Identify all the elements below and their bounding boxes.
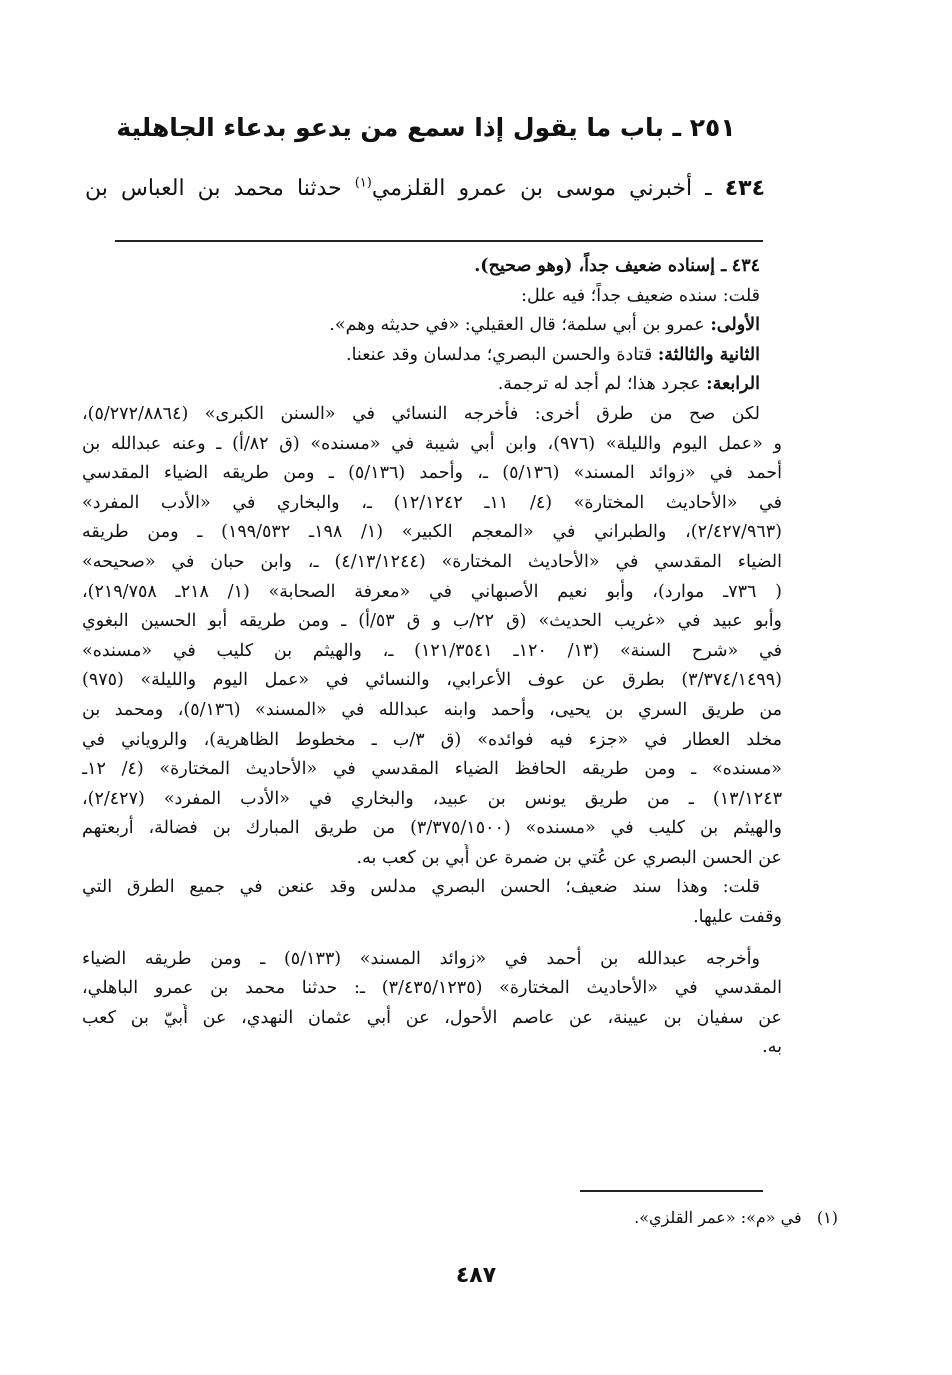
paragraph-line: في «شرح السنة» (١٣/ ١٢٠ـ ١٢١/٣٥٤١) ـ، والهيثم بن كليب في «مسنده» [82, 640, 782, 661]
paragraph-line: المقدسي في «الأحاديث المختارة» (٣/٤٣٥/١٢٣٥) ـ: حدثنا محمد بن عمرو الباهلي، [82, 978, 782, 999]
note-label: الرابعة: [706, 374, 760, 395]
note-line [82, 252, 782, 282]
paragraph-line: عن سفيان بن عيينة، عن عاصم الأحول، عن أبي عثمان النهدي، عن أُبيّ بن كعب [82, 1007, 782, 1028]
page-number: ٤٨٧ [455, 1263, 497, 1288]
paragraph-line: من طريق السري بن يحيى، وأحمد وابنه عبدالله في «المسند» (٥/١٣٦)، ومحمد بن [82, 699, 782, 720]
hadith-text-end: حدثنا محمد بن العباس بن [85, 176, 342, 201]
paragraph-line: به. [762, 1037, 782, 1058]
note-text: عمرو بن أبي سلمة؛ قال العقيلي: «في حديثه وهم». [329, 315, 705, 336]
commentary [82, 252, 782, 1063]
footnote-text: في «م»: «عمر القلزي». [634, 1208, 802, 1227]
paragraph-line: وأبو عبيد في «غريب الحديث» (ق ٢٢/ب و ق ٥٣/أ) ـ ومن طريقه أبو الحسين البغوي [82, 611, 782, 632]
paragraph-line: أحمد في «زوائد المسند» (٥/١٣٦) ـ، وأحمد (٥/١٣٦) ـ ومن طريقه الضياء المقدسي [82, 463, 782, 484]
note-line [82, 370, 782, 400]
paragraph-line: ١٣/١٢٤٣) ـ من طريق يونس بن عبيد، والبخاري في «الأدب المفرد» (٢/٤٢٧)، [82, 788, 782, 809]
note-text: عجرد هذا؛ لم أجد له ترجمة. [497, 374, 701, 395]
paragraph-line: و «عمل اليوم والليلة» (٩٧٦)، وابن أبي شيبة في «مسنده» (ق ٨٢/أ) ـ وعنه عبدالله بن [82, 433, 782, 454]
hadith-number: ٤٣٤ [724, 176, 766, 201]
note-number: ٤٣٤ [731, 256, 760, 276]
note-label: الأولى: [710, 315, 760, 336]
note-line [82, 341, 782, 371]
paragraph-line: وأخرجه عبدالله بن أحمد في «زوائد المسند» (٥/١٣٣) ـ ومن طريقه الضياء [82, 948, 760, 969]
footnote [300, 1204, 838, 1232]
note-line: قلت: سنده ضعيف جداً؛ فيه علل: [521, 285, 760, 306]
paragraph-line: والهيثم بن كليب في «مسنده» (٣/٣٧٥/١٥٠٠) من طريق المبارك بن فضالة، أربعتهم [82, 818, 782, 839]
footnote-mark: (١) [816, 1208, 838, 1227]
paragraph-line: (٢/٤٢٧/٩٦٣)، والطبراني في «المعجم الكبير» (١/ ١٩٨ـ ١٩٩/٥٣٢) ـ ومن طريقه [82, 522, 782, 543]
footnote-divider [580, 1190, 763, 1192]
chapter-title: ٢٥١ ـ باب ما يقول إذا سمع من يدعو بدعاء الجاهلية [116, 113, 736, 142]
paragraph-line: وقفت عليها. [693, 907, 782, 928]
paragraph-line: مخلد العطار في «جزء فيه فوائده» (ق ٣/ب ـ مخطوط الظاهرية)، والروياني في [82, 729, 782, 750]
paragraph-gap [82, 933, 782, 945]
paragraph-line: ( ٧٣٦ـ موارد)، وأبو نعيم الأصبهاني في «معرفة الصحابة» (١/ ٢١٨ـ ٢١٩/٧٥٨)، [82, 581, 782, 602]
note-text: ـ إسناده ضعيف جداً، (وهو صحيح). [474, 256, 727, 276]
note-line [82, 311, 782, 341]
paragraph-line: (٣/٣٧٤/١٤٩٩) بطرق عن عوف الأعرابي، والنسائي في «عمل اليوم والليلة» (٩٧٥) [82, 670, 782, 691]
note-label: الثانية والثالثة: [657, 344, 760, 365]
hadith-text-start: ـ أخبرني موسى بن عمرو القلزمي [371, 176, 712, 201]
hadith-text [85, 168, 765, 210]
text-divider [115, 240, 763, 242]
note-text: قتادة والحسن البصري؛ مدلسان وقد عنعنا. [346, 344, 653, 365]
paragraph-line: لكن صح من طرق أخرى: فأخرجه النسائي في «السنن الكبرى» (٥/٢٧٢/٨٨٦٤)، [82, 403, 760, 424]
paragraph-line: الضياء المقدسي في «الأحاديث المختارة» (٤/١٣/١٢٤٤) ـ، وابن حبان في «صحيحه» [82, 551, 782, 572]
paragraph-line: في «الأحاديث المختارة» (٤/ ١١ـ ١٢/١٢٤٢) ـ، والبخاري في «الأدب المفرد» [82, 492, 782, 513]
paragraph-line: قلت: وهذا سند ضعيف؛ الحسن البصري مدلس وقد عنعن في جميع الطرق التي [82, 877, 760, 898]
footnote-ref[interactable]: (١) [354, 175, 372, 191]
paragraph-line: عن الحسن البصري عن عُتي بن ضمرة عن أُبي بن كعب به. [356, 847, 782, 868]
paragraph-line: «مسنده» ـ ومن طريقه الحافظ الضياء المقدسي في «الأحاديث المختارة» (٤/ ١٢ـ [82, 759, 782, 780]
